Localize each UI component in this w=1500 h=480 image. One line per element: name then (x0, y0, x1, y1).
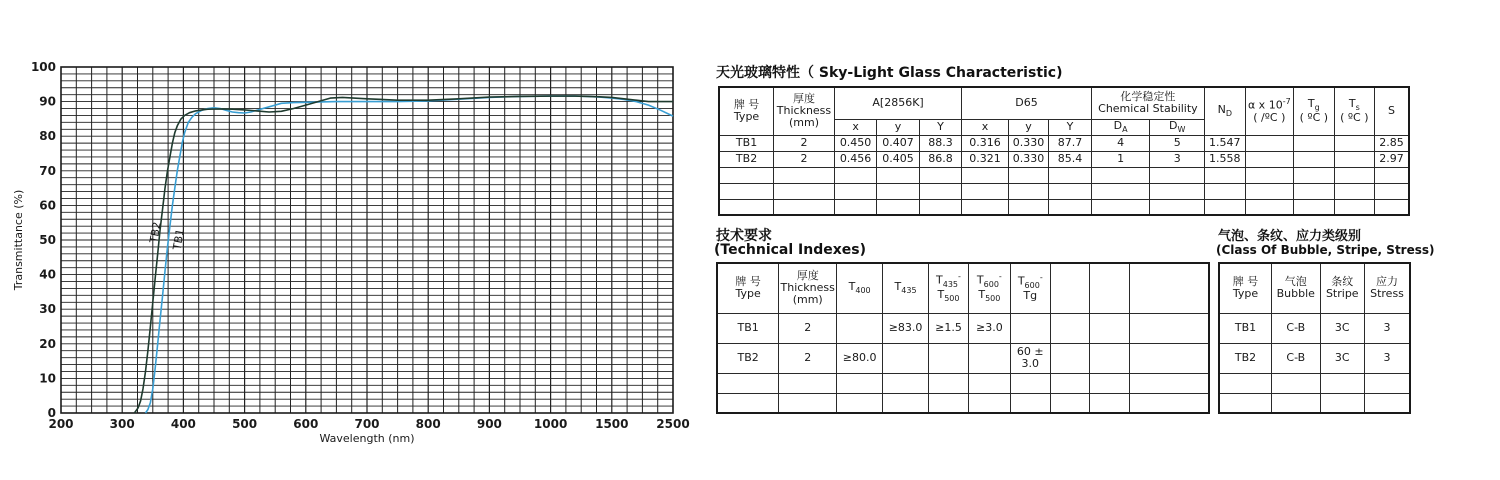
cell-thickness: 2 (779, 343, 837, 373)
x-tick-label: 1000 (533, 417, 568, 431)
cell-t600-tg (1010, 313, 1050, 343)
x-tick-label: 2500 (656, 417, 690, 431)
y-tick-label: 20 (39, 336, 56, 351)
y-tick-label: 50 (39, 233, 56, 247)
x-tick-label: 600 (293, 417, 319, 431)
cell-a-y: 0.407 (877, 135, 919, 151)
cell-t600-t500 (968, 343, 1010, 373)
cell-d-x: 0.321 (962, 151, 1009, 167)
header-type: 牌 号 Type (717, 263, 779, 313)
table3-title-en: (Class Of Bubble, Stripe, Stress) (1216, 243, 1435, 257)
cell-t435: ≥83.0 (883, 313, 929, 343)
y-tick-label: 0 (47, 406, 56, 420)
cell-da: 4 (1091, 135, 1150, 151)
cell-d-Y: 85.4 (1049, 151, 1091, 167)
cell-stress: 3 (1365, 343, 1411, 373)
cell-da: 1 (1091, 151, 1150, 167)
cell-t435 (883, 343, 929, 373)
bubble-stripe-stress-table (1218, 262, 1411, 414)
y-tick-label: 40 (39, 267, 56, 282)
cell-tg (1294, 151, 1334, 167)
cell-nd: 1.558 (1205, 151, 1245, 167)
transmittance-chart (0, 0, 700, 480)
table-row (1219, 343, 1410, 373)
cell-a-Y: 86.8 (919, 151, 961, 167)
cell-a-x: 0.450 (834, 135, 876, 151)
table2-title-cn: 技术要求 (716, 228, 772, 244)
cell-t435-t500: ≥1.5 (929, 313, 969, 343)
cell-tg (1294, 135, 1334, 151)
y-tick-label: 80 (39, 129, 56, 144)
cell-thickness: 2 (779, 313, 837, 343)
cell-t435-t500 (929, 343, 969, 373)
cell-stress: 3 (1365, 313, 1411, 343)
header-t435: $T_{435}$ (883, 263, 929, 313)
x-tick-label: 800 (415, 417, 441, 431)
cell-d-y: 0.330 (1008, 135, 1048, 151)
y-tick-label: 70 (39, 163, 56, 178)
header-nd: $N_D$ (1205, 87, 1245, 135)
header-t435-t500: $T_{435}^-$ $T_{500}$ (929, 263, 969, 313)
table2-title-en: (Technical Indexes) (714, 242, 866, 258)
cell-type: TB1 (1219, 313, 1272, 343)
cell-ts (1334, 151, 1374, 167)
header-da: $D_A$ (1091, 119, 1150, 135)
table-row (1219, 313, 1410, 343)
header-d-Y: Y (1049, 119, 1091, 135)
table1-title: 天光玻璃特性（ Sky-Light Glass Characteristic) (716, 65, 1063, 81)
header-d-y: y (1008, 119, 1048, 135)
cell-bubble: C-B (1272, 343, 1321, 373)
cell-type: TB2 (717, 343, 779, 373)
header-stripe: 条纹 Stripe (1320, 263, 1364, 313)
table-row (717, 343, 1209, 373)
cell-t600-tg: 60 ± 3.0 (1010, 343, 1050, 373)
cell-d-y: 0.330 (1008, 151, 1048, 167)
cell-d-Y: 87.7 (1049, 135, 1091, 151)
header-t400: $T_{400}$ (837, 263, 883, 313)
header-stress: 应力 Stress (1365, 263, 1411, 313)
cell-ts (1334, 135, 1374, 151)
header-a-x: x (834, 119, 876, 135)
cell-stripe: 3C (1320, 343, 1364, 373)
series-annotation: TB1 (170, 227, 187, 251)
cell-s: 2.85 (1375, 135, 1409, 151)
cell-d-x: 0.316 (962, 135, 1009, 151)
empty-row (719, 199, 1409, 215)
header-d65: D65 (962, 87, 1091, 119)
cell-nd: 1.547 (1205, 135, 1245, 151)
cell-alpha (1245, 151, 1294, 167)
cell-thickness: 2 (774, 135, 835, 151)
cell-stripe: 3C (1320, 313, 1364, 343)
cell-a-y: 0.405 (877, 151, 919, 167)
empty-row (1219, 373, 1410, 393)
x-axis-label: Wavelength (nm) (319, 432, 415, 445)
cell-a-x: 0.456 (834, 151, 876, 167)
x-tick-label: 1500 (595, 417, 629, 431)
x-tick-label: 300 (109, 417, 135, 431)
table-row (717, 313, 1209, 343)
cell-type: TB2 (1219, 343, 1272, 373)
header-thickness: 厚度 Thickness (mm) (779, 263, 837, 313)
header-bubble: 气泡 Bubble (1272, 263, 1321, 313)
x-tick-label: 500 (232, 417, 258, 431)
header-alpha: α x $10^{-7}$ ( /ºC ) (1245, 87, 1294, 135)
cell-alpha (1245, 135, 1294, 151)
table3-title-cn: 气泡、条纹、应力类级别 (1218, 229, 1362, 244)
y-tick-label: 90 (39, 94, 56, 109)
y-tick-label: 100 (30, 60, 56, 74)
cell-dw: 5 (1150, 135, 1205, 151)
empty-row (719, 183, 1409, 199)
empty-row (1219, 393, 1410, 413)
series-line-tb2 (134, 96, 673, 413)
header-t600-tg: $T_{600}^-$ Tg (1010, 263, 1050, 313)
header-a2856k: A[2856K] (834, 87, 961, 119)
cell-t600-t500: ≥3.0 (968, 313, 1010, 343)
chart-series (134, 96, 673, 413)
technical-indexes-table (716, 262, 1210, 414)
x-tick-label: 900 (476, 417, 502, 431)
header-s: S (1375, 87, 1409, 135)
x-tick-label: 700 (354, 417, 380, 431)
x-tick-labels (48, 417, 689, 431)
empty-row (719, 167, 1409, 183)
y-axis-label: Transmittance (%) (12, 189, 25, 291)
cell-t400: ≥80.0 (837, 343, 883, 373)
cell-a-Y: 88.3 (919, 135, 961, 151)
cell-dw: 3 (1150, 151, 1205, 167)
header-thickness: 厚度 Thickness (mm) (774, 87, 835, 135)
empty-row (717, 393, 1209, 413)
table-row (719, 151, 1409, 167)
y-tick-label: 60 (39, 198, 56, 213)
x-tick-label: 200 (48, 417, 74, 431)
header-dw: $D_W$ (1150, 119, 1205, 135)
series-line-tb1 (146, 96, 674, 413)
header-ts: $T_s$ ( ºC ) (1334, 87, 1374, 135)
header-type: 牌 号 Type (719, 87, 774, 135)
cell-thickness: 2 (774, 151, 835, 167)
cell-type: TB2 (719, 151, 774, 167)
header-chemical-stability: 化学稳定性 Chemical Stability (1091, 87, 1204, 119)
y-tick-label: 10 (39, 371, 56, 386)
y-tick-label: 30 (39, 302, 56, 317)
header-a-y: y (877, 119, 919, 135)
cell-t400 (837, 313, 883, 343)
header-a-Y: Y (919, 119, 961, 135)
header-t600-t500: $T_{600}^-$ $T_{500}$ (968, 263, 1010, 313)
cell-bubble: C-B (1272, 313, 1321, 343)
x-tick-label: 400 (170, 417, 196, 431)
cell-s: 2.97 (1375, 151, 1409, 167)
table-row (719, 135, 1409, 151)
header-tg: $T_g$ ( ºC ) (1294, 87, 1334, 135)
header-d-x: x (962, 119, 1009, 135)
series-annotation: TB2 (147, 220, 164, 245)
y-tick-labels (31, 60, 56, 420)
empty-row (717, 373, 1209, 393)
sky-light-characteristic-table (718, 86, 1410, 216)
cell-type: TB1 (719, 135, 774, 151)
cell-type: TB1 (717, 313, 779, 343)
header-type: 牌 号 Type (1219, 263, 1272, 313)
